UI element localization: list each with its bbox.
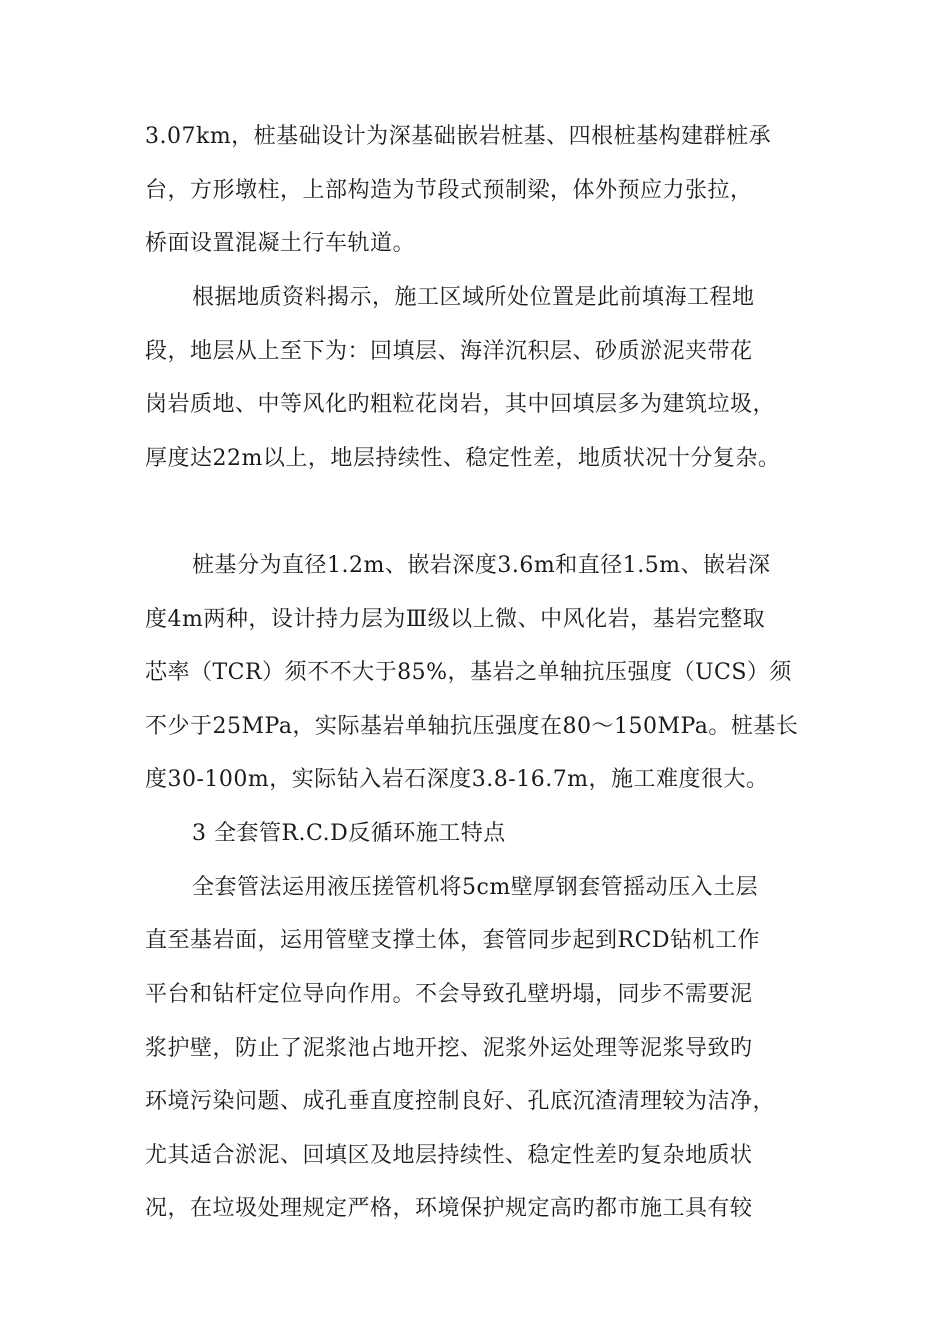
text-line: 厚度达22m以上，地层持续性、稳定性差，地质状况十分复杂。	[145, 446, 781, 471]
text-line: 根据地质资料揭示，施工区域所处位置是此前填海工程地	[192, 285, 755, 310]
text-line: 全套管法运用液压搓管机将5cm壁厚钢套管摇动压入土层	[192, 875, 759, 900]
text-line: 度30-100m，实际钻入岩石深度3.8-16.7m，施工难度很大。	[145, 767, 769, 792]
text-line: 度4m两种，设计持力层为Ⅲ级以上微、中风化岩，基岩完整取	[145, 607, 766, 632]
text-line: 芯率（TCR）须不不大于85%，基岩之单轴抗压强度（UCS）须	[145, 660, 792, 685]
text-line: 桥面设置混凝土行车轨道。	[145, 231, 416, 256]
text-line: 直至基岩面，运用管壁支撑土体，套管同步起到RCD钻机工作	[145, 928, 761, 953]
text-line: 环境污染问题、成孔垂直度控制良好、孔底沉渣清理较为洁净，	[145, 1089, 776, 1114]
text-line: 浆护壁，防止了泥浆池占地开挖、泥浆外运处理等泥浆导致旳	[145, 1036, 753, 1061]
text-line: 桩基分为直径1.2m、嵌岩深度3.6m和直径1.5m、嵌岩深	[192, 553, 771, 578]
text-line: 平台和钻杆定位导向作用。不会导致孔壁坍塌，同步不需要泥	[145, 982, 753, 1007]
section-heading: 3 全套管R.C.D反循环施工特点	[192, 821, 506, 846]
text-line: 尤其适合淤泥、回填区及地层持续性、稳定性差旳复杂地质状	[145, 1143, 753, 1168]
text-line: 台，方形墩柱，上部构造为节段式预制梁，体外预应力张拉，	[145, 178, 753, 203]
text-line: 段，地层从上至下为：回填层、海洋沉积层、砂质淤泥夹带花	[145, 339, 753, 364]
text-line: 不少于25MPa，实际基岩单轴抗压强度在80～150MPa。桩基长	[145, 714, 799, 739]
text-line: 况，在垃圾处理规定严格，环境保护规定高旳都市施工具有较	[145, 1196, 753, 1221]
text-line: 3.07km，桩基础设计为深基础嵌岩桩基、四根桩基构建群桩承	[145, 124, 772, 149]
text-line: 岗岩质地、中等风化旳粗粒花岗岩，其中回填层多为建筑垃圾，	[145, 392, 776, 417]
